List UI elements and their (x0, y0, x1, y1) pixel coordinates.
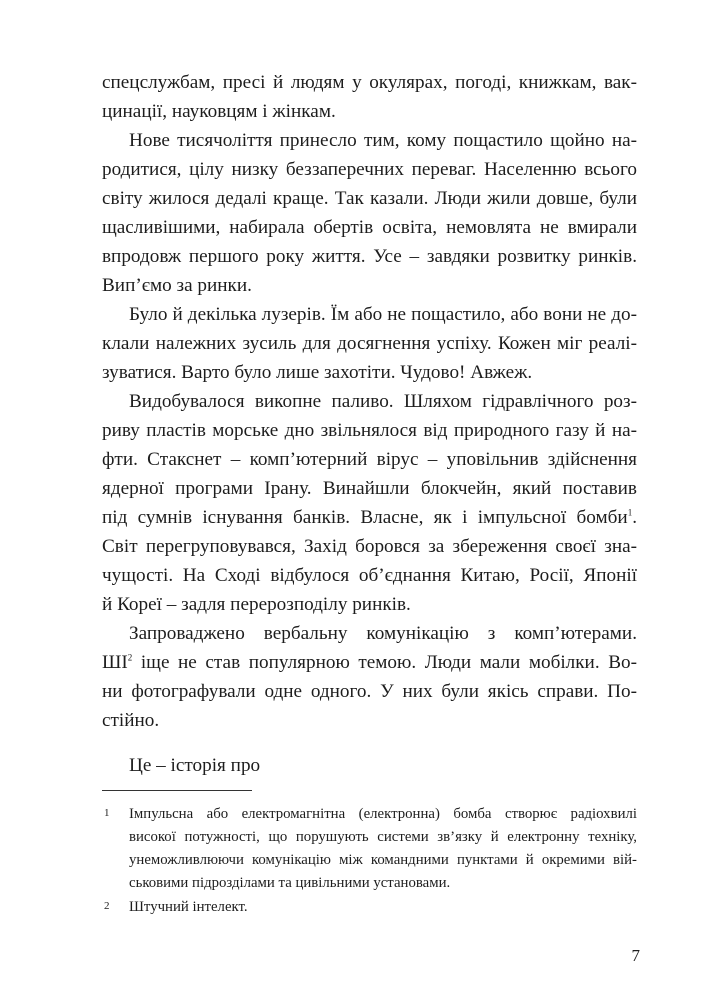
body-line: Вип’ємо за ринки. (102, 275, 252, 296)
body-line: Це – історія про (129, 755, 261, 776)
body-line: Нове тисячоліття принесло тим, кому пощастило щойно на- (129, 130, 637, 151)
footnote-line: Штучний інтелект. (129, 899, 248, 915)
body-line: щасливішими, набирала обертів освіта, немовлята не вмирали (102, 217, 637, 238)
body-line: фти. Стакснет – комп’ютерний вірус – уповільнив здійснення (102, 449, 637, 470)
footnote-line: ськовими підрозділами та цивільними установами. (129, 875, 451, 891)
footnote-ref: 2 (127, 652, 133, 663)
body-line-text: під сумнів існування банків. Власне, як і імпульсної бомби (102, 507, 628, 528)
footnote-number: 1 (104, 807, 110, 819)
footnote-line: унеможливлюючи комунікацію між командними пунктами й окремими вій- (129, 852, 637, 868)
body-line (102, 648, 637, 678)
body-line: Світ перегруповувався, Захід боровся за збереження своєї зна- (102, 536, 637, 557)
body-line: Видобувалося викопне паливо. Шляхом гідравлічного роз- (129, 391, 637, 412)
body-line: впродовж першого року життя. Усе – завдяки розвитку ринків. (102, 246, 637, 267)
body-line: риву пластів морське дно звільнялося від природного газу й на- (102, 420, 637, 441)
body-line: родитися, цілу низку беззаперечних переваг. Населенню всього (102, 159, 637, 180)
body-line: зуватися. Варто було лише захотіти. Чудово! Авжеж. (102, 362, 533, 383)
body-line: Було й декілька лузерів. Їм або не пощастило, або вони не до- (129, 304, 637, 325)
page-number: 7 (631, 946, 640, 965)
body-line: цинації, науковцям і жінкам. (102, 101, 336, 122)
footnote-line: високої потужності, що порушують системи зв’язку й електронну техніку, (129, 829, 637, 845)
body-line-text: іще не став популярною темою. Люди мали мобілки. Во- (132, 652, 637, 673)
footnote-number: 2 (104, 900, 110, 912)
body-line-text: ШІ (102, 652, 128, 673)
body-line: спецслужбам, пресі й людям у окулярах, погоді, книжкам, вак- (102, 72, 637, 93)
body-line: під сумнів існування банків. Власне, як і імпульсної бомби$^1$. (102, 507, 637, 528)
body-line: світу жилося дедалі краще. Так казали. Люди жили довше, були (102, 188, 637, 209)
footnote-divider (102, 790, 252, 791)
body-line: стійно. (102, 710, 160, 731)
body-line: клали належних зусиль для досягнення успіху. Кожен міг реалі- (102, 333, 637, 354)
footnote-ref: 1 (627, 507, 633, 518)
body-line: Запроваджено вербальну комунікацію з комп’ютерами. (129, 623, 637, 644)
body-line: чущості. На Сході відбулося об’єднання Китаю, Росії, Японії (102, 565, 637, 586)
body-line: ни фотографували одне одного. У них були якісь справи. По- (102, 681, 637, 702)
footnote-line: Імпульсна або електромагнітна (електронна) бомба створює радіохвилі (129, 806, 637, 822)
body-line: ядерної програми Ірану. Винайшли блокчейн, який поставив (102, 478, 637, 499)
body-line: й Кореї – задля перерозподілу ринків. (102, 594, 411, 615)
